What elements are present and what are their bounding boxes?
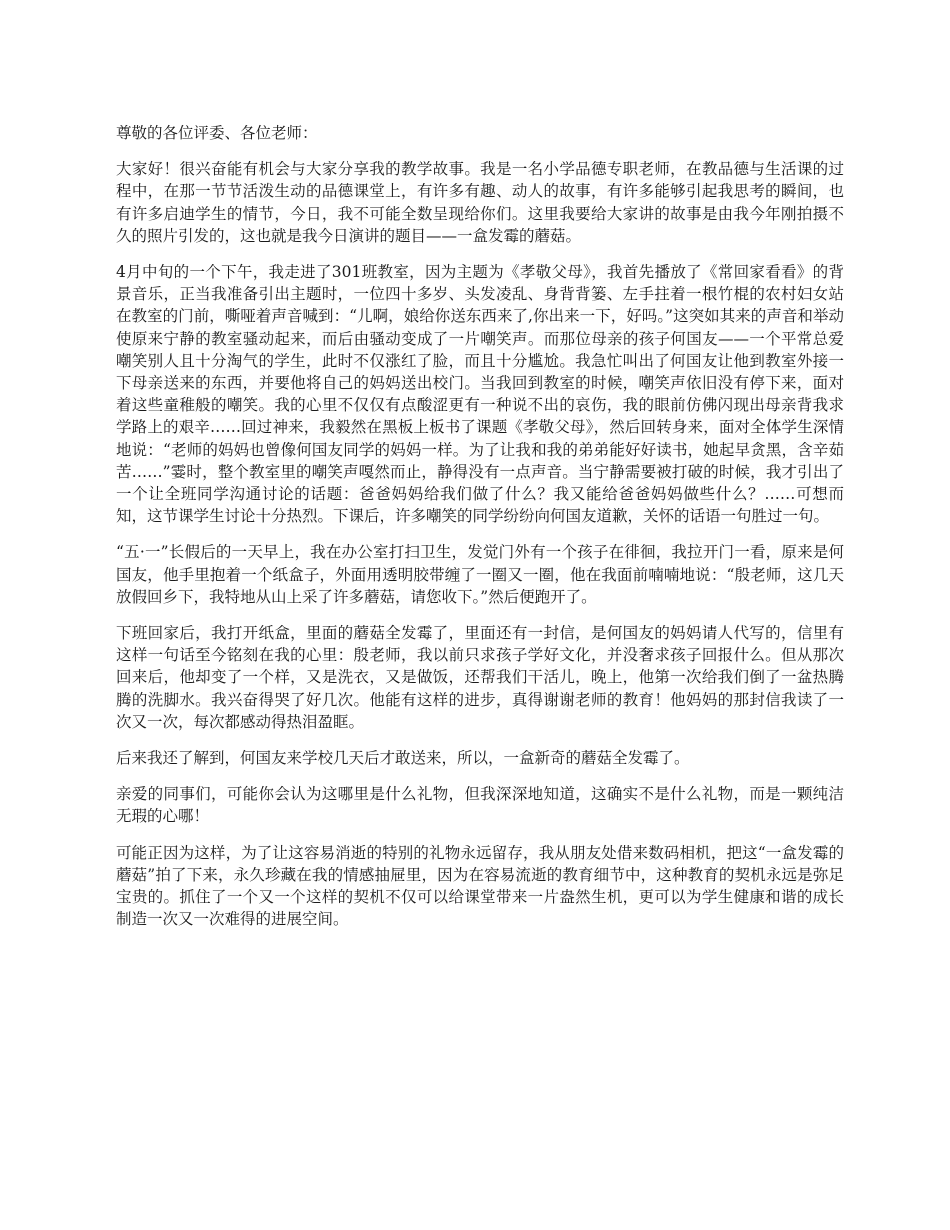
paragraph-intro: 大家好！很兴奋能有机会与大家分享我的教学故事。我是一名小学品德专职老师，在教品德与生活课的过程中，在那一节节活泼生动的品德课堂上，有许多有趣、动人的故事，有许多能够引起我思考的瞬间，也有许多启迪学生的情节，今日，我不可能全数呈现给你们。这里我要给大家讲的故事是由我今年刚拍摄不久的照片引发的，这也就是我今日演讲的题目——一盒发霉的蘑菇。 [116,160,844,245]
paragraph-may-day: “五·一”长假后的一天早上，我在办公室打扫卫生，发觉门外有一个孩子在徘徊，我拉开门一看，原来是何国友，他手里抱着一个纸盒子，外面用透明胶带缠了一圈又一圈，他在我面前喃喃地说：“殷老师，这几天放假回乡下，我特地从山上采了许多蘑菇，请您收下。”然后便跑开了。 [116,543,844,606]
salutation: 尊敬的各位评委、各位老师： [116,124,318,142]
paragraph-letter: 下班回家后，我打开纸盒，里面的蘑菇全发霉了，里面还有一封信，是何国友的妈妈请人代写的，信里有这样一句话至今铭刻在我的心里：殷老师，我以前只求孩子学好文化，并没奢求孩子回报什么。但从那次回来后，他却变了一个样，又是洗衣，又是做饭，还帮我们干活儿，晚上，他第一次给我们倒了一盆热腾腾的洗脚水。我兴奋得哭了好几次。他能有这样的进步，真得谢谢老师的教育！他妈妈的那封信我读了一次又一次，每次都感动得热泪盈眶。 [116,624,844,731]
paragraph-classroom-story: 4月中旬的一个下午，我走进了301班教室，因为主题为《孝敬父母》，我首先播放了《常回家看看》的背景音乐，正当我准备引出主题时，一位四十多岁、头发凌乱、身背背篓、左手拄着一根竹棍的农村妇女站在教室的门前，嘶哑着声音喊到：“儿啊，娘给你送东西来了,你出来一下，好吗。”这突如其来的声音和举动使原来宁静的教室骚动起来，而后由骚动变成了一片嘲笑声。而那位母亲的孩子何国友——一个平常总爱嘲笑别人且十分淘气的学生，此时不仅涨红了脸，而且十分尴尬。我急忙叫出了何国友让他到教室外接一下母亲送来的东西，并要他将自己的妈妈送出校门。当我回到教室的时候，嘲笑声依旧没有停下来，面对着这些童稚般的嘲笑。我的心里不仅仅有点酸涩更有一种说不出的哀伤，我的眼前仿佛闪现出母亲背我求学路上的艰辛……回过神来，我毅然在黑板上板书了课题《孝敬父母》，然后回转身来，面对全体学生深情地说：“老师的妈妈也曾像何国友同学的妈妈一样。为了让我和我的弟弟能好好读书，她起早贪黑，含辛茹苦……”霎时，整个教室里的嘲笑声嘎然而止，静得没有一点声音。当宁静需要被打破的时候，我才引出了一个让全班同学沟通讨论的话题：爸爸妈妈给我们做了什么？我又能给爸爸妈妈做些什么？……可想而知，这节课学生讨论十分热烈。下课后，许多嘲笑的同学纷纷向何国友道歉，关怀的话语一句胜过一句。 [116,263,844,526]
paragraph-gift: 亲爱的同事们，可能你会认为这哪里是什么礼物，但我深深地知道，这确实不是什么礼物，而是一颗纯洁无瑕的心哪！ [116,785,844,826]
document-body [116,122,844,945]
paragraph-moldy-mushrooms: 后来我还了解到，何国友来学校几天后才敢送来，所以，一盒新奇的蘑菇全发霉了。 [116,749,690,768]
paragraph-conclusion: 可能正因为这样，为了让这容易消逝的特别的礼物永远留存，我从朋友处借来数码相机，把这“一盒发霉的蘑菇”拍了下来，永久珍藏在我的情感抽屉里，因为在容易流逝的教育细节中，这种教育的契机永远是弥足宝贵的。抓住了一个又一个这样的契机不仅可以给课堂带来一片盎然生机，更可以为学生健康和谐的成长制造一次又一次难得的进展空间。 [116,843,844,929]
